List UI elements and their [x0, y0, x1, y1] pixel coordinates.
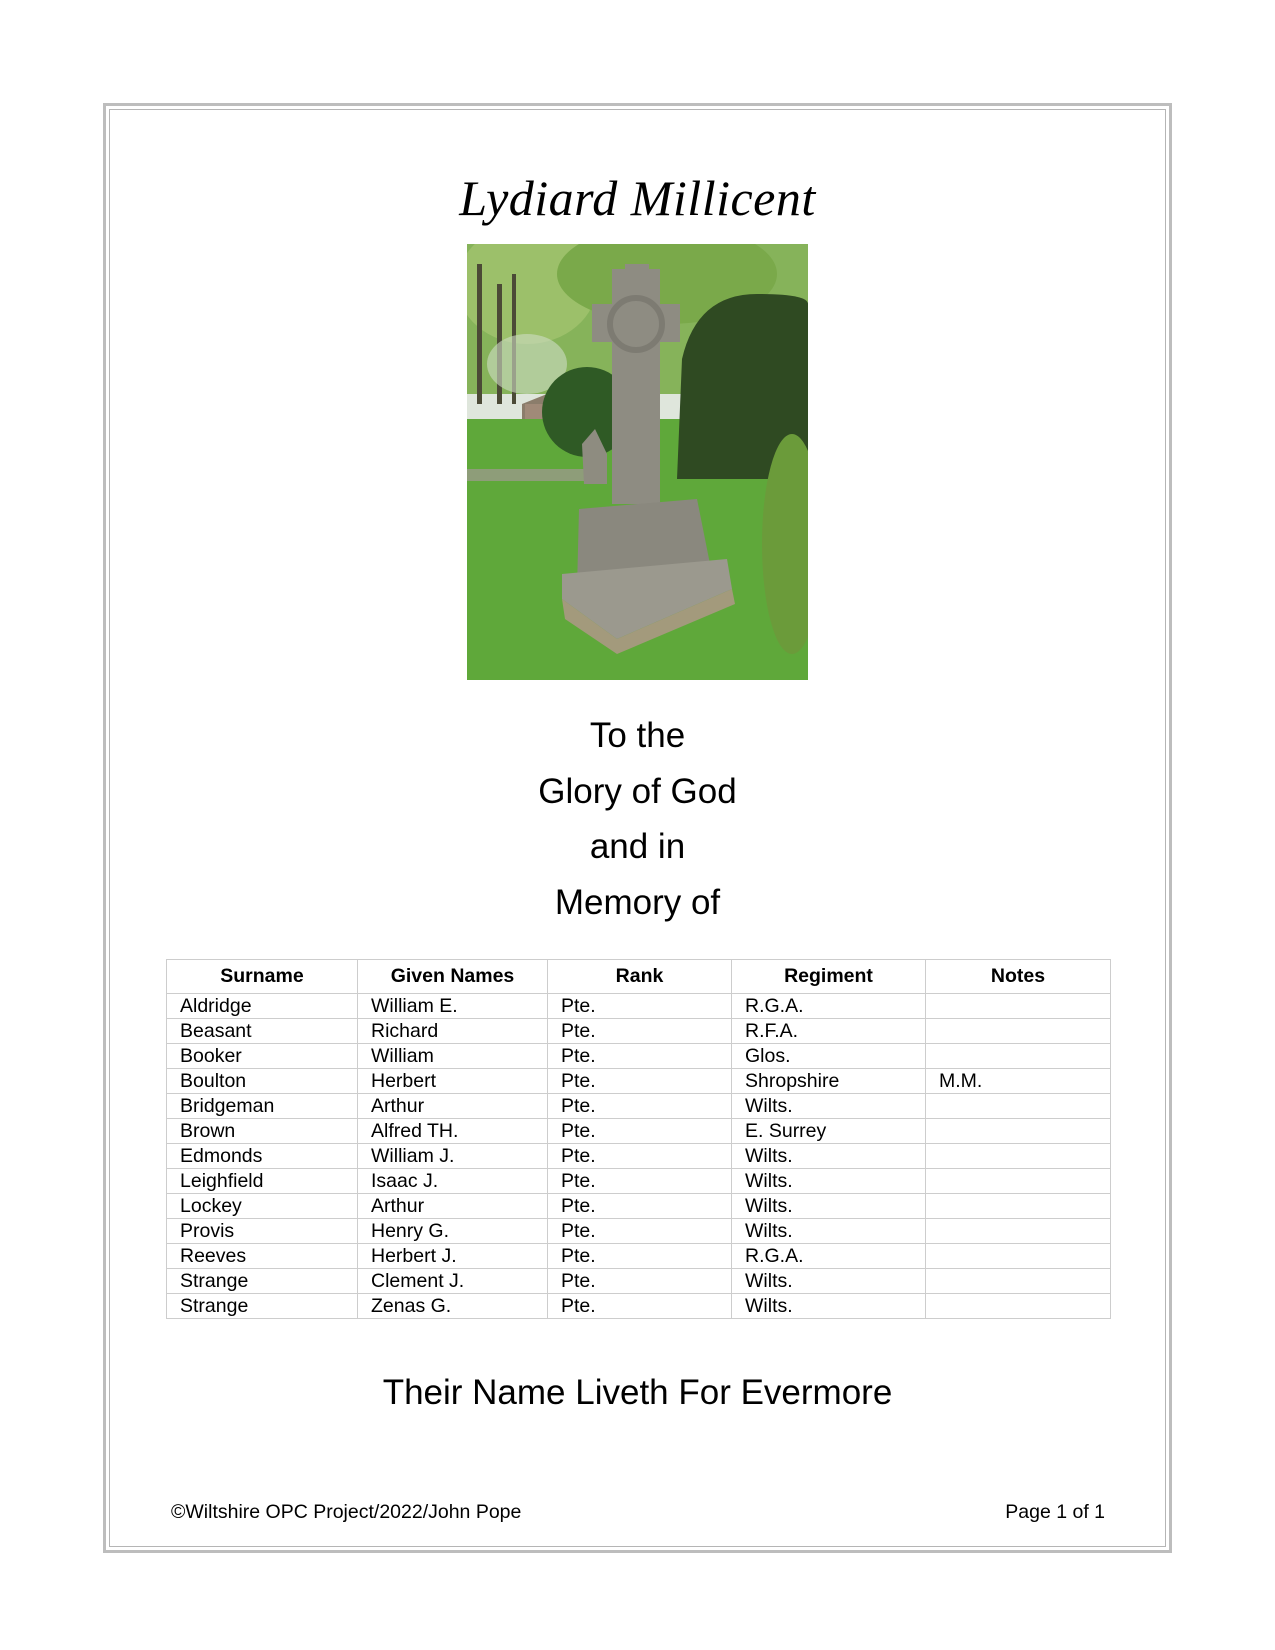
cell-surname: Beasant [167, 1019, 358, 1044]
cell-regiment: R.G.A. [732, 1244, 926, 1269]
cell-surname: Bridgeman [167, 1094, 358, 1119]
cell-given-names: Arthur [358, 1194, 548, 1219]
cell-given-names: Henry G. [358, 1219, 548, 1244]
cell-given-names: Zenas G. [358, 1294, 548, 1319]
table-header-row [167, 960, 1111, 994]
page-title: Lydiard Millicent [459, 170, 816, 226]
cell-given-names: Herbert [358, 1069, 548, 1094]
cell-given-names: William J. [358, 1144, 548, 1169]
dedication-text [0, 708, 1275, 930]
cell-given-names: Clement J. [358, 1269, 548, 1294]
cell-notes: M.M. [926, 1069, 1111, 1094]
cell-given-names: Richard [358, 1019, 548, 1044]
cell-surname: Reeves [167, 1244, 358, 1269]
cell-surname: Aldridge [167, 994, 358, 1019]
cell-given-names: Isaac J. [358, 1169, 548, 1194]
cell-rank: Pte. [548, 1244, 732, 1269]
cell-rank: Pte. [548, 1044, 732, 1069]
column-header-regiment: Regiment [732, 960, 926, 994]
table-row [167, 1069, 1111, 1094]
footer-page-number: Page 1 of 1 [1005, 1501, 1105, 1523]
cell-regiment: R.F.A. [732, 1019, 926, 1044]
footer-copyright: ©Wiltshire OPC Project/2022/John Pope [171, 1501, 522, 1523]
cell-notes [926, 1144, 1111, 1169]
table-row [167, 1219, 1111, 1244]
cell-rank: Pte. [548, 1069, 732, 1094]
table-row [167, 1194, 1111, 1219]
cell-rank: Pte. [548, 1219, 732, 1244]
cell-given-names: Herbert J. [358, 1244, 548, 1269]
column-header-surname: Surname [167, 960, 358, 994]
cell-regiment: Wilts. [732, 1194, 926, 1219]
cell-surname: Provis [167, 1219, 358, 1244]
cell-regiment: Wilts. [732, 1219, 926, 1244]
dedication-line: and in [589, 827, 686, 866]
cell-rank: Pte. [548, 1119, 732, 1144]
cell-notes [926, 1094, 1111, 1119]
cell-regiment: Shropshire [732, 1069, 926, 1094]
roll-of-honour-table [166, 959, 1111, 1319]
cell-given-names: William [358, 1044, 548, 1069]
cell-rank: Pte. [548, 1019, 732, 1044]
cell-notes [926, 1294, 1111, 1319]
cell-notes [926, 1044, 1111, 1069]
cell-surname: Boulton [167, 1069, 358, 1094]
cell-notes [926, 994, 1111, 1019]
cell-given-names: Arthur [358, 1094, 548, 1119]
table-row [167, 994, 1111, 1019]
cell-regiment: Wilts. [732, 1144, 926, 1169]
column-header-notes: Notes [926, 960, 1111, 994]
cell-surname: Leighfield [167, 1169, 358, 1194]
table-row [167, 1294, 1111, 1319]
cell-rank: Pte. [548, 1169, 732, 1194]
cell-regiment: Wilts. [732, 1169, 926, 1194]
cell-rank: Pte. [548, 1094, 732, 1119]
cell-notes [926, 1169, 1111, 1194]
column-header-given-names: Given Names [358, 960, 548, 994]
cell-regiment: E. Surrey [732, 1119, 926, 1144]
cell-notes [926, 1119, 1111, 1144]
table-row [167, 1094, 1111, 1119]
cell-regiment: R.G.A. [732, 994, 926, 1019]
cell-rank: Pte. [548, 1294, 732, 1319]
cell-given-names: William E. [358, 994, 548, 1019]
cell-rank: Pte. [548, 1194, 732, 1219]
cell-surname: Lockey [167, 1194, 358, 1219]
table-row [167, 1144, 1111, 1169]
cell-given-names: Alfred TH. [358, 1119, 548, 1144]
cell-regiment: Wilts. [732, 1094, 926, 1119]
cell-regiment: Wilts. [732, 1269, 926, 1294]
dedication-line: Memory of [554, 882, 721, 922]
cell-surname: Brown [167, 1119, 358, 1144]
memorial-motto: Their Name Liveth For Evermore [382, 1373, 893, 1412]
cell-surname: Strange [167, 1294, 358, 1319]
table-row [167, 1044, 1111, 1069]
table-row [167, 1019, 1111, 1044]
memorial-photo [467, 244, 808, 680]
cell-rank: Pte. [548, 1269, 732, 1294]
cell-surname: Booker [167, 1044, 358, 1069]
cell-rank: Pte. [548, 994, 732, 1019]
cell-notes [926, 1019, 1111, 1044]
dedication-line: To the [589, 716, 686, 755]
table-row [167, 1169, 1111, 1194]
cell-notes [926, 1244, 1111, 1269]
cell-notes [926, 1269, 1111, 1294]
dedication-line: Glory of God [538, 771, 737, 811]
cell-surname: Strange [167, 1269, 358, 1294]
cell-notes [926, 1219, 1111, 1244]
cell-rank: Pte. [548, 1144, 732, 1169]
column-header-rank: Rank [548, 960, 732, 994]
cell-surname: Edmonds [167, 1144, 358, 1169]
cell-regiment: Glos. [732, 1044, 926, 1069]
cell-regiment: Wilts. [732, 1294, 926, 1319]
cell-notes [926, 1194, 1111, 1219]
table-row [167, 1269, 1111, 1294]
table-row [167, 1119, 1111, 1144]
table-row [167, 1244, 1111, 1269]
